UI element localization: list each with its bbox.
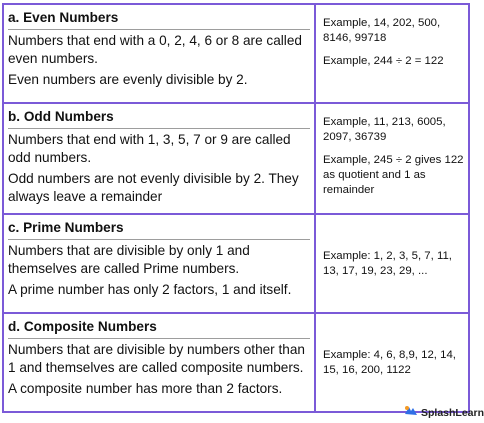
definition-cell — [4, 5, 316, 102]
table-row — [4, 213, 468, 312]
row-title: d. Composite Numbers — [8, 319, 157, 334]
description-line: Numbers that end with 1, 3, 5, 7 or 9 are called odd numbers. — [8, 132, 291, 165]
row-title: a. Even Numbers — [8, 10, 119, 25]
description-line: Numbers that are divisible by only 1 and themselves are called Prime numbers. — [8, 243, 250, 276]
definition-cell — [4, 215, 316, 312]
splashlearn-mark-icon — [404, 405, 418, 420]
row-description — [8, 338, 310, 398]
row-description — [8, 29, 310, 89]
example-text: Example, 11, 213, 6005, 2097, 36739 — [323, 116, 446, 143]
example-text: Example, 14, 202, 500, 8146, 99718 — [323, 17, 441, 44]
description-line: A composite number has more than 2 factors. — [8, 381, 283, 396]
row-title: c. Prime Numbers — [8, 220, 124, 235]
example-text: Example, 244 ÷ 2 = 122 — [323, 55, 444, 67]
description-line: Numbers that are divisible by numbers other than 1 and themselves are called composite numbers. — [8, 342, 305, 375]
example-cell — [316, 5, 468, 102]
definition-cell — [4, 314, 316, 411]
splashlearn-logo — [404, 405, 484, 420]
example-text: Example, 245 ÷ 2 gives 122 as quotient and 1 as remainder — [323, 154, 464, 196]
example-text: Example: 4, 6, 8,9, 12, 14, 15, 16, 200, 1122 — [323, 349, 456, 376]
description-line: Even numbers are evenly divisible by 2. — [8, 72, 248, 87]
number-types-table — [2, 3, 470, 413]
definition-cell — [4, 104, 316, 213]
brand-name: SplashLearn — [421, 406, 484, 419]
table-row — [4, 5, 468, 102]
example-cell — [316, 314, 468, 411]
example-cell — [316, 215, 468, 312]
table-row — [4, 312, 468, 411]
description-line: Numbers that end with a 0, 2, 4, 6 or 8 are called even numbers. — [8, 33, 302, 66]
row-description — [8, 239, 310, 299]
example-text: Example: 1, 2, 3, 5, 7, 11, 13, 17, 19, 23, 29, ... — [323, 250, 452, 277]
row-description — [8, 128, 310, 206]
table-row — [4, 102, 468, 213]
description-line: Odd numbers are not evenly divisible by 2. They always leave a remainder — [8, 171, 299, 204]
row-title: b. Odd Numbers — [8, 109, 114, 124]
description-line: A prime number has only 2 factors, 1 and itself. — [8, 282, 292, 297]
example-cell — [316, 104, 468, 213]
